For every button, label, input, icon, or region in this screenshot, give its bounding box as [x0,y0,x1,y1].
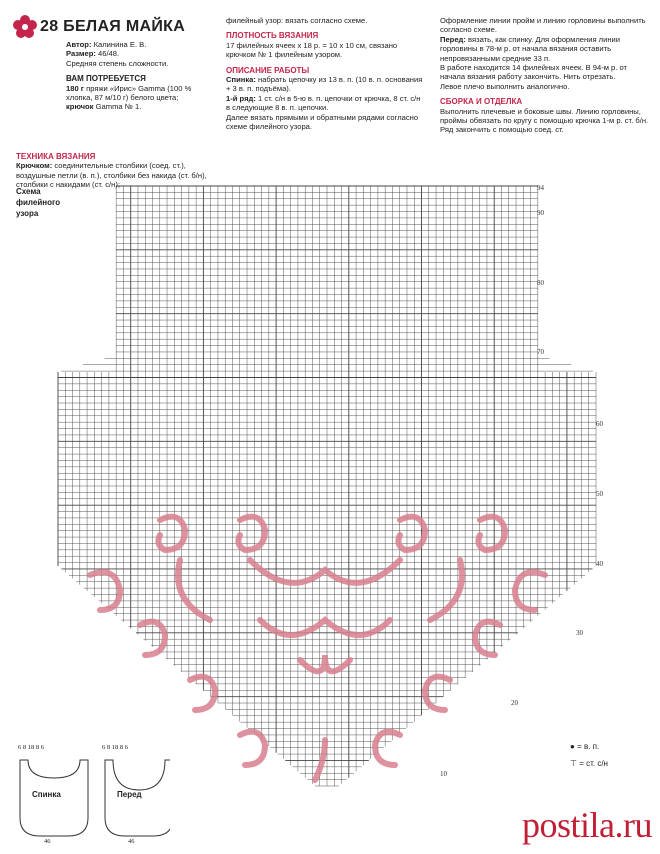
pattern-swirl [158,517,185,550]
row-number: 94 [537,184,544,192]
back-top-dims: 6 8 18 8 6 [18,744,44,751]
column-right: Оформление линии пройм и линию горловины выполнить согласно схеме. Перед: вязать, как спинку. Для оформления линии горловины в 78-м р. от начала вязания оставить непровязанными средние 33 п. В работе находится 14 филейных ячеек. В 94-м р. от начала вязания работу закончить. Нить отрезать. Левое плечо выполнить аналогично. СБОРКА И ОТДЕЛКА Выполнить плечевые и боковые швы. Линию горловины, проймы обвязать по кругу с помощью крючка 1-м р. ст. б/н. Ряд закончить с помощью соед. ст. [440,16,649,135]
page-title: 28 БЕЛАЯ МАЙКА [40,18,186,35]
row-number: 50 [596,490,603,498]
row-number: 60 [596,420,603,428]
assembly-heading: СБОРКА И ОТДЕЛКА [440,97,523,107]
legend [570,742,608,768]
row-number: 70 [537,348,544,356]
column-info: Автор: Калинина Е. В. Размер: 46/48. Средняя степень сложности. ВАМ ПОТРЕБУЕТСЯ 180 г пряжи «Ирис» Gamma (100 % хлопка, 87 м/10 г) белого цвета; крючок Gamma № 1. [66,40,214,112]
pattern-swirl [515,572,545,610]
pattern-swirl [190,677,215,710]
row-number: 80 [537,279,544,287]
pattern-swirl [240,732,265,765]
pattern-swirl [475,622,500,655]
back-bottom-dim: 46 [44,838,51,845]
pattern-swirl [398,517,425,550]
row-number: 90 [537,209,544,217]
row-number: 30 [576,629,583,637]
column-middle: филейный узор: вязать согласно схеме. ПЛОТНОСТЬ ВЯЗАНИЯ 17 филейных ячеек х 18 р. = 10 х 10 см, связано крючком № 1 филейным узором. ОПИСАНИЕ РАБОТЫ Спинка: набрать цепочку из 13 в. п. (10 в. п. основания + 3 в. п. подъёма). 1-й ряд: 1 ст. с/н в 5-ю в. п. цепочки от крючка, 8 ст. с/н в следующие 8 в. п. цепочки. Далее вязать прямыми и обратными рядами согласно схеме филейного узора. [226,16,426,131]
front-bottom-dim: 46 [128,838,135,845]
front-top-dims: 6 8 18 8 6 [102,744,128,751]
pattern-swirl [315,740,325,780]
legend-dc: ⊤ = ст. с/н [570,759,608,768]
chart-grid [58,186,596,786]
description-heading: ОПИСАНИЕ РАБОТЫ [226,65,310,75]
pattern-swirl [250,560,400,583]
pattern-swirl [478,517,505,550]
legend-chain: ● = в. п. [570,742,600,751]
row-number: 40 [596,560,603,568]
density-heading: ПЛОТНОСТЬ ВЯЗАНИЯ [226,31,319,41]
pattern-swirl [300,655,350,671]
row-number: 20 [511,699,518,707]
technique-block: ТЕХНИКА ВЯЗАНИЯ Крючком: соединительные столбики (соед. ст.), воздушные петли (в. п.), столбики без накида (ст. б/н), столбики с накидами (ст. с/н); [16,152,207,190]
front-label: Перед [117,790,142,799]
materials-heading: ВАМ ПОТРЕБУЕТСЯ [66,74,146,84]
pattern-swirl [375,732,400,765]
row-number: 10 [440,770,447,778]
schema-label: Схема филейного узора [16,187,61,218]
back-label: Спинка [32,790,61,799]
pattern-swirl [238,517,265,550]
watermark-logo: postila.ru [522,805,652,845]
